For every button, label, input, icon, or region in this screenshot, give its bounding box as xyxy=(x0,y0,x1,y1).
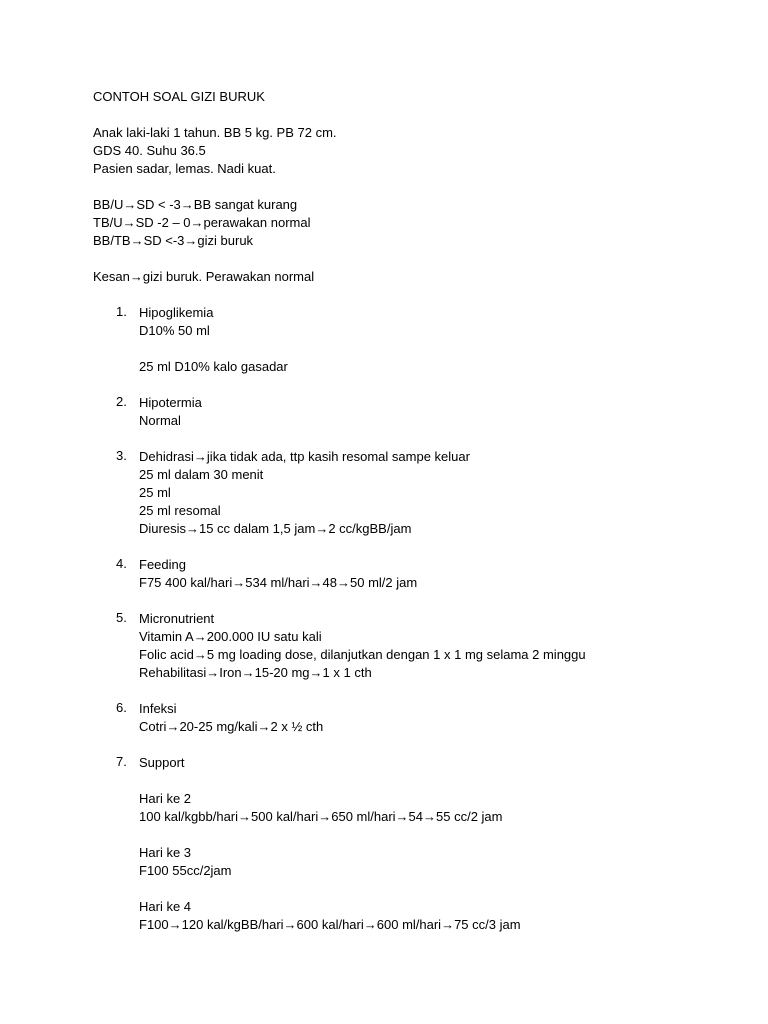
text-segment: Rehabilitasi xyxy=(139,665,207,680)
list-item xyxy=(93,700,733,736)
arrow-right-icon: → xyxy=(238,809,252,824)
item-line xyxy=(139,340,733,358)
text-segment: 650 ml/hari xyxy=(331,809,396,824)
item-number: 7. xyxy=(116,754,127,769)
arrow-right-icon: → xyxy=(185,521,199,536)
item-heading xyxy=(139,700,733,718)
item-number: 5. xyxy=(116,610,127,625)
text-segment: Hari ke 2 xyxy=(139,791,192,806)
patient-line: Anak laki-laki 1 tahun. BB 5 kg. PB 72 cm. xyxy=(93,125,337,140)
arrow-right-icon: → xyxy=(168,917,182,932)
text-segment: 120 kal/kgBB/hari xyxy=(181,917,284,932)
arrow-right-icon: → xyxy=(309,665,323,680)
text-segment: Dehidrasi xyxy=(139,449,194,464)
arrow-right-icon: → xyxy=(241,665,255,680)
text-segment: 534 ml/hari xyxy=(245,575,310,590)
arrow-right-icon: → xyxy=(257,719,271,734)
arrow-right-icon: → xyxy=(166,719,180,734)
assessment-line xyxy=(93,214,733,232)
item-line xyxy=(139,808,733,826)
text-segment: 75 cc/3 jam xyxy=(454,917,521,932)
item-heading xyxy=(139,610,733,628)
item-line xyxy=(139,772,733,790)
text-segment: 5 mg loading dose, dilanjutkan dengan 1 x 1 mg selama 2 minggu xyxy=(206,647,586,662)
item-line xyxy=(139,502,733,520)
item-line xyxy=(139,466,733,484)
text-segment: Hari ke 3 xyxy=(139,845,192,860)
text-segment: 50 ml/2 jam xyxy=(350,575,418,590)
text-segment: Support xyxy=(139,755,185,770)
item-line xyxy=(139,826,733,844)
text-segment: 25 ml dalam 30 menit xyxy=(139,467,264,482)
item-heading xyxy=(139,394,733,412)
text-segment: perawakan normal xyxy=(203,215,311,230)
list-item xyxy=(93,394,733,430)
text-segment: D10% 50 ml xyxy=(139,323,210,338)
text-segment: Hipoglikemia xyxy=(139,305,214,320)
item-line xyxy=(139,880,733,898)
arrow-right-icon: → xyxy=(130,233,144,248)
text-segment: SD <-3 xyxy=(143,233,185,248)
item-line xyxy=(139,412,733,430)
item-line xyxy=(139,718,733,736)
item-line xyxy=(139,484,733,502)
arrow-right-icon: → xyxy=(337,575,351,590)
arrow-right-icon: → xyxy=(193,629,207,644)
text-segment: 15 cc dalam 1,5 jam xyxy=(198,521,316,536)
kesan-text xyxy=(93,268,733,286)
text-segment: BB/U xyxy=(93,197,124,212)
text-segment: 600 kal/hari xyxy=(296,917,364,932)
item-line xyxy=(139,358,733,376)
item-line xyxy=(139,628,733,646)
item-line xyxy=(139,844,733,862)
item-line xyxy=(139,862,733,880)
item-heading xyxy=(139,754,733,772)
item-line xyxy=(139,664,733,682)
text-segment: SD < -3 xyxy=(136,197,181,212)
text-segment: 15-20 mg xyxy=(254,665,310,680)
text-segment: 25 ml xyxy=(139,485,171,500)
text-segment: 2 cc/kgBB/jam xyxy=(328,521,412,536)
text-segment: 25 ml resomal xyxy=(139,503,221,518)
item-number: 3. xyxy=(116,448,127,463)
text-segment: Folic acid xyxy=(139,647,194,662)
text-segment: TB/U xyxy=(93,215,123,230)
text-segment: Hari ke 4 xyxy=(139,899,192,914)
text-segment: Iron xyxy=(219,665,242,680)
text-segment: Hipotermia xyxy=(139,395,202,410)
item-number: 2. xyxy=(116,394,127,409)
arrow-right-icon: → xyxy=(180,197,194,212)
text-segment: Cotri xyxy=(139,719,167,734)
text-segment: Micronutrient xyxy=(139,611,215,626)
item-line xyxy=(139,790,733,808)
text-segment: BB sangat kurang xyxy=(193,197,298,212)
text-segment: Diuresis xyxy=(139,521,186,536)
assessment-line xyxy=(93,196,733,214)
item-number: 1. xyxy=(116,304,127,319)
arrow-right-icon: → xyxy=(184,233,198,248)
patient-line: GDS 40. Suhu 36.5 xyxy=(93,143,206,158)
arrow-right-icon: → xyxy=(193,647,207,662)
item-heading xyxy=(139,304,733,322)
arrow-right-icon: → xyxy=(123,197,137,212)
item-line xyxy=(139,646,733,664)
item-heading xyxy=(139,556,733,574)
item-number: 6. xyxy=(116,700,127,715)
arrow-right-icon: → xyxy=(206,665,220,680)
item-line xyxy=(139,322,733,340)
text-segment: 500 kal/hari xyxy=(251,809,319,824)
text-segment: 2 x ½ cth xyxy=(270,719,324,734)
text-segment: 600 ml/hari xyxy=(376,917,442,932)
assessment-block xyxy=(93,196,733,250)
item-line xyxy=(139,898,733,916)
text-segment: 1 x 1 cth xyxy=(322,665,372,680)
list-item xyxy=(93,556,733,592)
arrow-right-icon: → xyxy=(232,575,246,590)
document-body xyxy=(93,88,733,934)
list-item xyxy=(93,610,733,682)
list-item xyxy=(93,448,733,538)
text-segment: BB/TB xyxy=(93,233,131,248)
kesan-line xyxy=(93,268,733,286)
text-segment: Kesan xyxy=(93,269,130,284)
arrow-right-icon: → xyxy=(309,575,323,590)
text-segment: gizi buruk xyxy=(197,233,254,248)
text-segment: 20-25 mg/kali xyxy=(179,719,258,734)
arrow-right-icon: → xyxy=(122,215,136,230)
list-item xyxy=(93,754,733,934)
text-segment: Vitamin A xyxy=(139,629,194,644)
text-segment: 55 cc/2 jam xyxy=(436,809,503,824)
arrow-right-icon: → xyxy=(315,521,329,536)
item-line xyxy=(139,574,733,592)
patient-info xyxy=(93,124,733,178)
arrow-right-icon: → xyxy=(283,917,297,932)
text-segment: F100 xyxy=(139,917,169,932)
arrow-right-icon: → xyxy=(441,917,455,932)
list-item xyxy=(93,304,733,376)
text-segment: jika tidak ada, ttp kasih resomal sampe keluar xyxy=(206,449,470,464)
arrow-right-icon: → xyxy=(190,215,204,230)
text-segment: Infeksi xyxy=(139,701,177,716)
arrow-right-icon: → xyxy=(193,449,207,464)
text-segment: F100 55cc/2jam xyxy=(139,863,232,878)
text-segment: gizi buruk. Perawakan normal xyxy=(142,269,315,284)
text-segment: 48 xyxy=(322,575,338,590)
text-segment: 200.000 IU satu kali xyxy=(206,629,322,644)
assessment-line xyxy=(93,232,733,250)
arrow-right-icon: → xyxy=(318,809,332,824)
item-line xyxy=(139,520,733,538)
arrow-right-icon: → xyxy=(129,269,143,284)
text-segment: Normal xyxy=(139,413,181,428)
item-line xyxy=(139,916,733,934)
text-segment: 25 ml D10% kalo gasadar xyxy=(139,359,288,374)
text-segment: F75 400 kal/hari xyxy=(139,575,233,590)
document-title: CONTOH SOAL GIZI BURUK xyxy=(93,89,265,104)
arrow-right-icon: → xyxy=(423,809,437,824)
arrow-right-icon: → xyxy=(395,809,409,824)
patient-line: Pasien sadar, lemas. Nadi kuat. xyxy=(93,161,276,176)
text-segment: Feeding xyxy=(139,557,186,572)
text-segment: 100 kal/kgbb/hari xyxy=(139,809,239,824)
text-segment: 54 xyxy=(408,809,424,824)
treatment-list xyxy=(93,304,733,934)
arrow-right-icon: → xyxy=(363,917,377,932)
item-heading xyxy=(139,448,733,466)
item-number: 4. xyxy=(116,556,127,571)
text-segment: SD -2 – 0 xyxy=(135,215,191,230)
